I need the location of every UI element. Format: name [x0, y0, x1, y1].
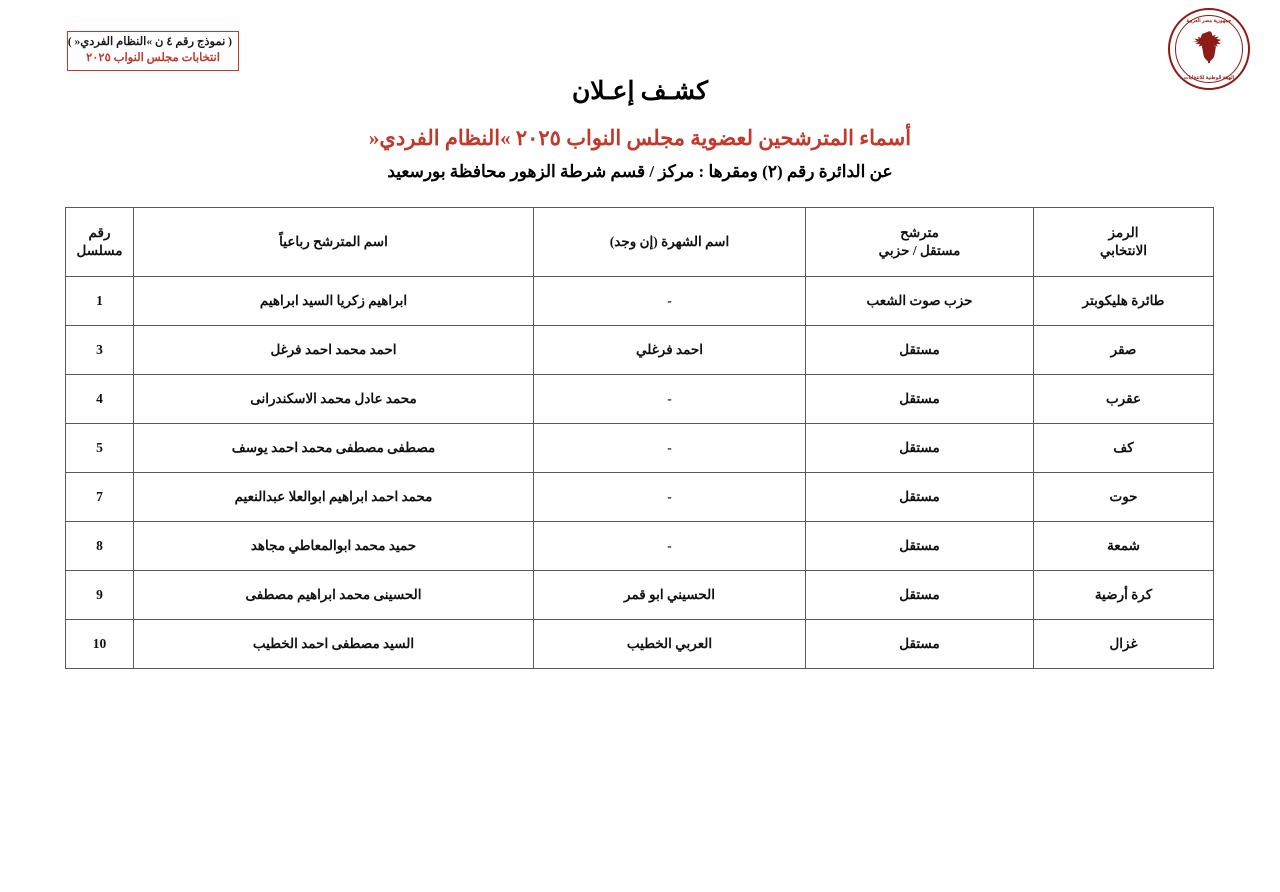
column-header-symbol: [1034, 208, 1214, 277]
table-row: [66, 277, 1214, 326]
cell-symbol: كف: [1034, 424, 1214, 473]
cell-affiliation: مستقل: [806, 424, 1034, 473]
form-number-line: ( نموذج رقم ٤ ن »النظام الفردي« ): [67, 36, 232, 48]
cell-affiliation: مستقل: [806, 473, 1034, 522]
table-header: [66, 208, 1214, 277]
table-row: [66, 522, 1214, 571]
column-header-nickname: اسم الشهرة (إن وجد): [534, 208, 806, 277]
emblem-bottom-text: الهيئة الوطنية للانتخابات: [1183, 75, 1235, 81]
cell-serial: 5: [66, 424, 134, 473]
cell-nickname: -: [534, 375, 806, 424]
table-body: [66, 277, 1214, 669]
cell-symbol: حوت: [1034, 473, 1214, 522]
candidates-table-wrapper: [66, 207, 1214, 669]
cell-name: محمد عادل محمد الاسكندرانى: [134, 375, 534, 424]
cell-symbol: عقرب: [1034, 375, 1214, 424]
cell-serial: 7: [66, 473, 134, 522]
cell-name: السيد مصطفى احمد الخطيب: [134, 620, 534, 669]
cell-serial: 3: [66, 326, 134, 375]
cell-serial: 1: [66, 277, 134, 326]
column-header-affiliation-line2: مستقل / حزبي: [878, 243, 961, 258]
cell-affiliation: مستقل: [806, 620, 1034, 669]
cell-serial: 4: [66, 375, 134, 424]
eagle-of-saladin-icon: [1189, 28, 1229, 68]
cell-name: ابراهيم زكريا السيد ابراهيم: [134, 277, 534, 326]
cell-name: احمد محمد احمد فرغل: [134, 326, 534, 375]
table-row: [66, 326, 1214, 375]
table-row: [66, 424, 1214, 473]
column-header-symbol-line2: الانتخابي: [1099, 243, 1148, 258]
emblem-top-text: جمهورية مصر العربية: [1186, 18, 1232, 24]
page-title: كشـف إعـلان: [571, 78, 709, 105]
candidates-table: [65, 207, 1214, 669]
form-number-stamp: [67, 31, 239, 71]
cell-nickname: العربي الخطيب: [534, 620, 806, 669]
cell-affiliation: مستقل: [806, 375, 1034, 424]
cell-serial: 8: [66, 522, 134, 571]
table-row: [66, 375, 1214, 424]
cell-affiliation: مستقل: [806, 571, 1034, 620]
table-header-row: [66, 208, 1214, 277]
cell-serial: 9: [66, 571, 134, 620]
cell-symbol: طائرة هليكوبتر: [1034, 277, 1214, 326]
cell-name: محمد احمد ابراهيم ابوالعلا عبدالنعيم: [134, 473, 534, 522]
cell-name: الحسينى محمد ابراهيم مصطفى: [134, 571, 534, 620]
cell-nickname: -: [534, 424, 806, 473]
cell-nickname: الحسيني ابو قمر: [534, 571, 806, 620]
constituency-line: عن الدائرة رقم (٢) ومقرها : مركز / قسم شرطة الزهور محافظة بورسعيد: [387, 162, 893, 181]
cell-nickname: -: [534, 277, 806, 326]
column-header-serial: [66, 208, 134, 277]
table-row: [66, 571, 1214, 620]
column-header-symbol-line1: الرمز: [1108, 225, 1139, 241]
column-header-serial-line1: رقم: [88, 225, 111, 241]
cell-nickname: احمد فرغلي: [534, 326, 806, 375]
cell-nickname: -: [534, 473, 806, 522]
cell-symbol: شمعة: [1034, 522, 1214, 571]
column-header-name: اسم المترشح رباعياً: [134, 208, 534, 277]
cell-symbol: غزال: [1034, 620, 1214, 669]
cell-affiliation: حزب صوت الشعب: [806, 277, 1034, 326]
cell-symbol: صقر: [1034, 326, 1214, 375]
page-subtitle: أسماء المترشحين لعضوية مجلس النواب ٢٠٢٥ »النظام الفردي«: [368, 126, 912, 150]
cell-affiliation: مستقل: [806, 522, 1034, 571]
cell-name: مصطفى مصطفى محمد احمد يوسف: [134, 424, 534, 473]
column-header-affiliation-line1: مترشح: [900, 225, 939, 241]
election-year-line: انتخابات مجلس النواب ٢٠٢٥: [86, 51, 220, 64]
cell-affiliation: مستقل: [806, 326, 1034, 375]
cell-name: حميد محمد ابوالمعاطي مجاهد: [134, 522, 534, 571]
column-header-affiliation: [806, 208, 1034, 277]
table-row: [66, 620, 1214, 669]
cell-symbol: كرة أرضية: [1034, 571, 1214, 620]
table-row: [66, 473, 1214, 522]
cell-nickname: -: [534, 522, 806, 571]
column-header-serial-line2: مسلسل: [76, 243, 123, 258]
cell-serial: 10: [66, 620, 134, 669]
